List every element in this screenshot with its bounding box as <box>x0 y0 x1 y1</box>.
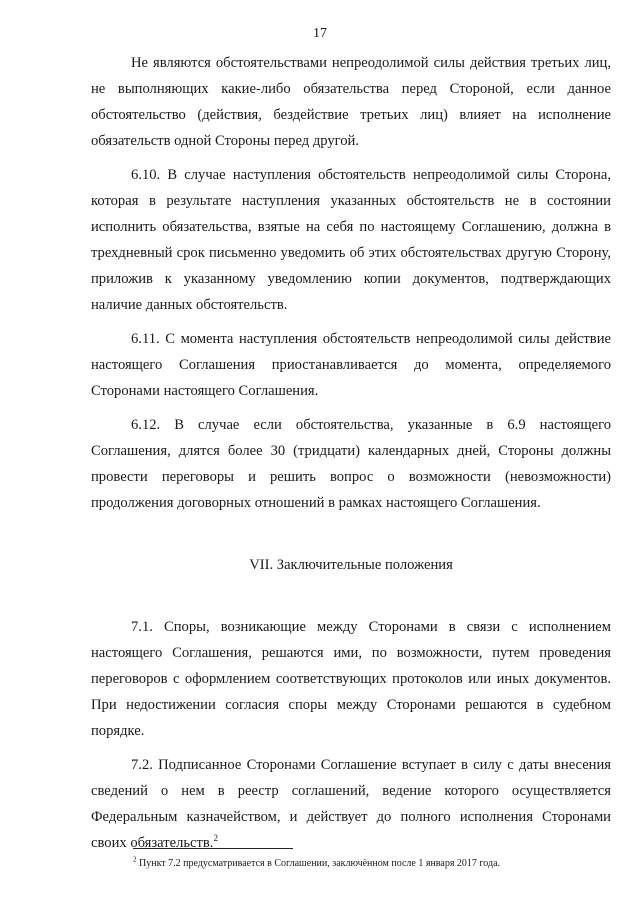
paragraph-6-12: 6.12. В случае если обстоятельства, указанные в 6.9 настоящего Соглашения, длятся более 30 (тридцати) календарных дней, Стороны должны провести переговоры и решить вопрос о возможности (невозможности) продолжения договорных отношений в рамках настоящего Соглашения. <box>91 417 611 511</box>
footnote-text: Пункт 7.2 предусматривается в Соглашении, заключённом после 1 января 2017 года. <box>139 858 501 869</box>
footnote-separator <box>133 848 293 849</box>
paragraph-7-1: 7.1. Споры, возникающие между Сторонами в связи с исполнением настоящего Соглашения, решаются ими, по возможности, путем проведения переговоров с оформлением соответствующих протоколов или иных документов. При недостижении согласия споры между Сторонами решаются в судебном порядке. <box>91 619 611 739</box>
footnote-mark: 2 <box>133 855 137 864</box>
footnote-reference: 2 <box>213 833 218 844</box>
document-body <box>91 50 611 864</box>
paragraph-7-2 <box>91 752 611 856</box>
paragraph-6-10: 6.10. В случае наступления обстоятельств непреодолимой силы Сторона, которая в результате наступления указанных обстоятельств не в состоянии исполнить обязательства, взятые на себя по настоящему Соглашению, должна в трехдневный срок письменно уведомить об этих обстоятельствах другую Сторону, приложив к указанному уведомлению копии документов, подтверждающих наличие данных обстоятельств. <box>91 167 611 313</box>
paragraph-6-11: 6.11. С момента наступления обстоятельств непреодолимой силы действие настоящего Соглашения приостанавливается до момента, определяемого Сторонами настоящего Соглашения. <box>91 331 611 399</box>
footnote <box>133 857 613 871</box>
paragraph-7-2-text: 7.2. Подписанное Сторонами Соглашение вступает в силу с даты внесения сведений о нем в реестр соглашений, ведение которого осуществляется Федеральным казначейством, и действует до полного исполнения Сторонами своих обязательств. <box>91 757 611 851</box>
paragraph-force-majeure-third-parties: Не являются обстоятельствами непреодолимой силы действия третьих лиц, не выполняющих какие-либо обязательства перед Стороной, если данное обстоятельство (действия, бездействие третьих лиц) влияет на исполнение обязательств одной Стороны перед другой. <box>91 55 611 149</box>
section-heading: VII. Заключительные положения <box>249 557 453 573</box>
page-number: 17 <box>313 26 327 41</box>
